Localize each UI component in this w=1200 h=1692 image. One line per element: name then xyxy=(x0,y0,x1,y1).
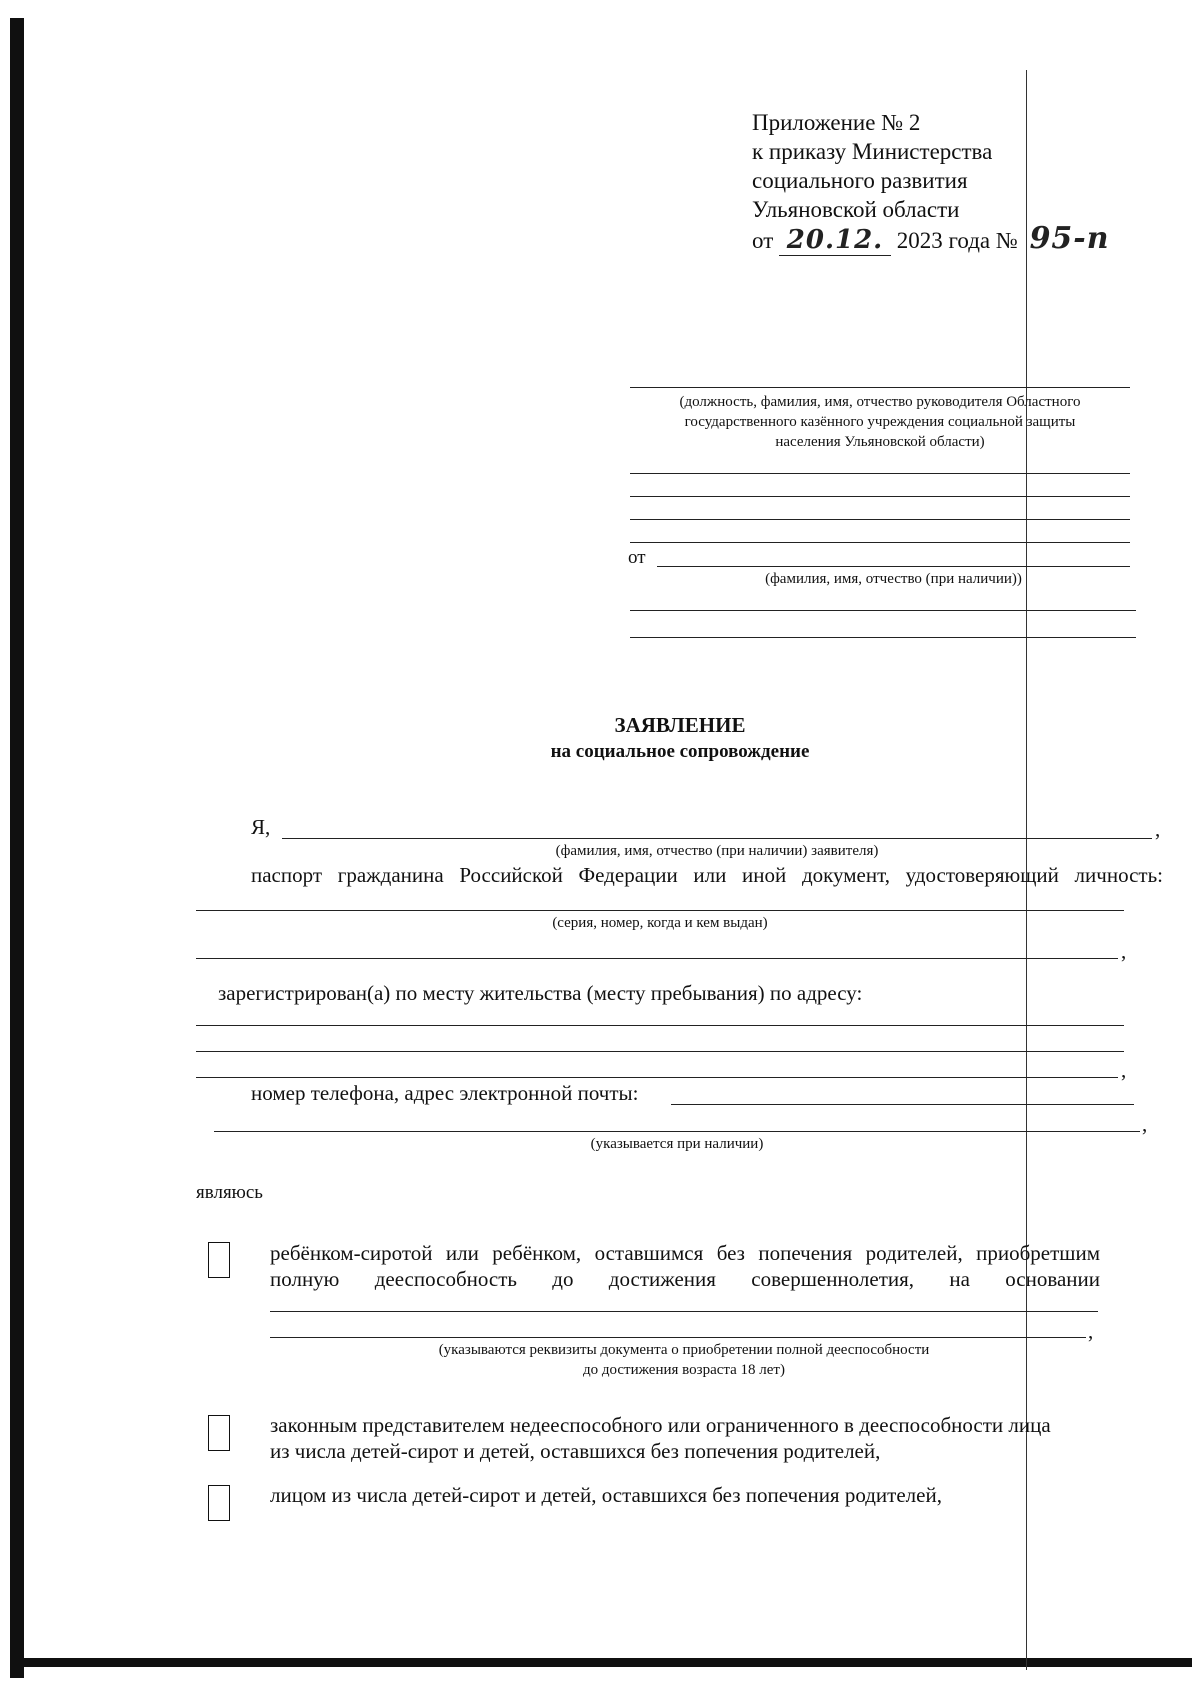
passport-comma: , xyxy=(1121,939,1127,963)
scan-edge-left xyxy=(10,18,24,1678)
option-1-caption-line-2: до достижения возраста 18 лет) xyxy=(583,1362,785,1378)
from-name-line xyxy=(657,566,1130,567)
handwritten-order-number: 95-п xyxy=(1029,221,1110,256)
option-1-checkbox[interactable] xyxy=(208,1242,230,1278)
status-label: являюсь xyxy=(196,1182,263,1203)
from-line-3 xyxy=(630,637,1136,638)
passport-line-1 xyxy=(196,910,1124,911)
addressee-line-4 xyxy=(630,519,1130,520)
from-line-2 xyxy=(630,610,1136,611)
option-2-text-line-1: законным представителем недееспособного или ограниченного в дееспособности лица xyxy=(270,1413,1051,1437)
appendix-line-3: социального развития xyxy=(752,168,968,193)
appendix-line-1: Приложение № 2 xyxy=(752,110,921,135)
option-1-basis-line-1 xyxy=(270,1311,1098,1312)
address-line-3 xyxy=(196,1077,1118,1078)
appendix-line-4: Ульяновской области xyxy=(752,197,960,222)
option-2-text-line-2: из числа детей-сирот и детей, оставшихся без попечения родителей, xyxy=(270,1439,881,1463)
option-1-comma: , xyxy=(1088,1319,1094,1343)
option-1-caption xyxy=(270,1340,1098,1380)
applicant-name-comma: , xyxy=(1155,817,1161,841)
phone-line-1 xyxy=(671,1104,1134,1105)
addressee-line-1 xyxy=(630,387,1130,388)
addressee-line-5 xyxy=(630,542,1130,543)
phone-comma: , xyxy=(1142,1112,1148,1136)
addressee-line-3 xyxy=(630,496,1130,497)
address-line-2 xyxy=(196,1051,1124,1052)
option-2-checkbox[interactable] xyxy=(208,1415,230,1451)
applicant-name-caption: (фамилия, имя, отчество (при наличии) заявителя) xyxy=(555,843,879,859)
year-text: 2023 года № xyxy=(896,228,1018,253)
passport-line-2 xyxy=(196,958,1118,959)
option-3-text-line-1: лицом из числа детей-сирот и детей, оставшихся без попечения родителей, xyxy=(270,1483,942,1507)
option-1-text-line-2: полную дееспособность до достижения совершеннолетия, на основании xyxy=(270,1267,1100,1291)
date-prefix: от xyxy=(752,228,774,253)
from-caption: (фамилия, имя, отчество (при наличии)) xyxy=(765,571,1022,587)
passport-caption: (серия, номер, когда и кем выдан) xyxy=(552,915,768,931)
scan-edge-bottom xyxy=(20,1658,1192,1667)
handwritten-date: 20.12. xyxy=(779,226,891,256)
applicant-name-line xyxy=(282,838,1152,839)
i-label: Я, xyxy=(251,815,271,839)
addressee-caption-line-1: (должность, фамилия, имя, отчество руководителя Областного xyxy=(679,394,1081,410)
option-1-text-line-1: ребёнком-сиротой или ребёнком, оставшимся без попечения родителей, приобретшим xyxy=(270,1241,1100,1265)
option-1-basis-line-2 xyxy=(270,1337,1086,1338)
registration-text: зарегистрирован(а) по месту жительства (месту пребывания) по адресу: xyxy=(218,981,863,1005)
addressee-caption-line-3: населения Ульяновской области) xyxy=(775,434,985,450)
from-label: от xyxy=(628,547,646,568)
option-3-checkbox[interactable] xyxy=(208,1485,230,1521)
document-subtitle: на социальное сопровождение xyxy=(550,741,810,762)
addressee-line-2 xyxy=(630,473,1130,474)
address-comma: , xyxy=(1121,1058,1127,1082)
appendix-date-line xyxy=(752,221,1110,256)
appendix-header xyxy=(752,108,1110,256)
option-1-caption-line-1: (указываются реквизиты документа о приобретении полной дееспособности xyxy=(438,1342,930,1358)
appendix-line-2: к приказу Министерства xyxy=(752,139,993,164)
address-line-1 xyxy=(196,1025,1124,1026)
addressee-caption-line-2: государственного казённого учреждения социальной защиты xyxy=(684,414,1076,430)
phone-caption: (указывается при наличии) xyxy=(590,1136,764,1152)
document-title: ЗАЯВЛЕНИЕ xyxy=(614,713,746,737)
addressee-caption xyxy=(630,392,1130,452)
passport-text: паспорт гражданина Российской Федерации или иной документ, удостоверяющий личность: xyxy=(251,863,1163,887)
phone-label: номер телефона, адрес электронной почты: xyxy=(251,1081,639,1105)
phone-line-2 xyxy=(214,1131,1140,1132)
